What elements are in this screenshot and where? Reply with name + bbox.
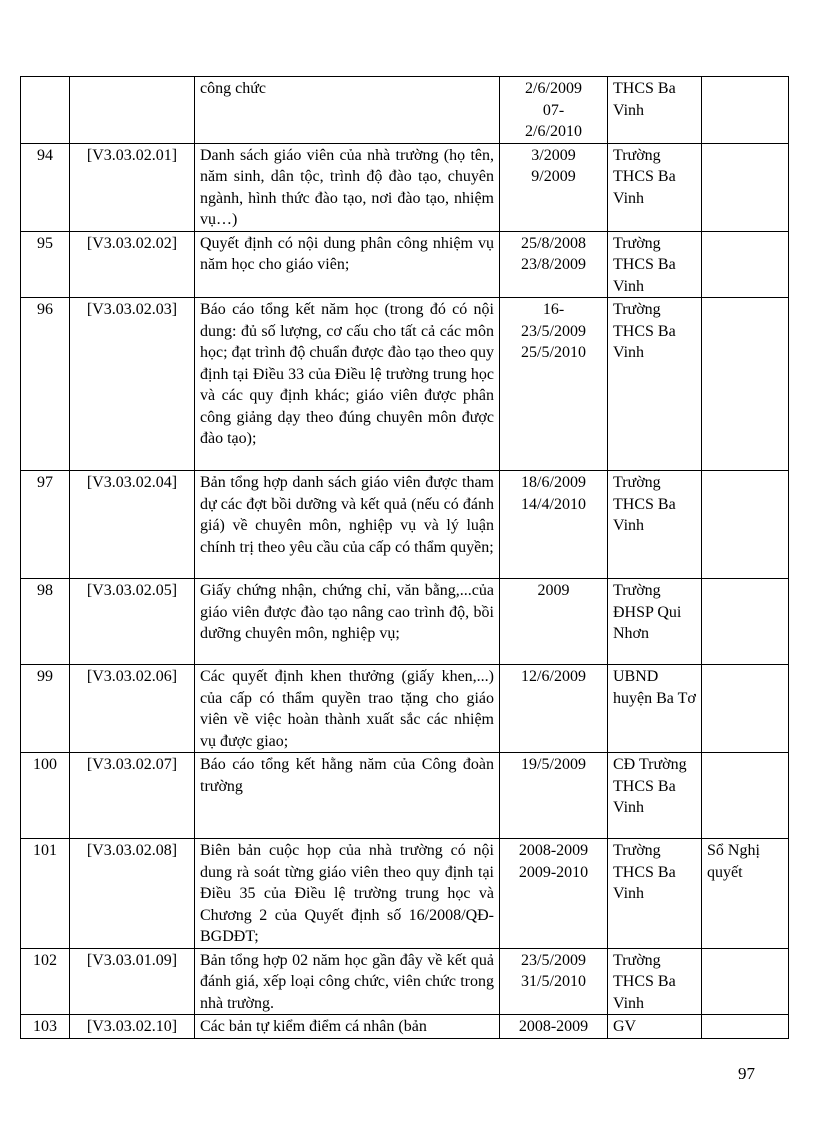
issuer: Trường THCS Ba Vinh	[608, 839, 702, 949]
evidence-dates	[500, 948, 608, 1015]
issuer: Trường ĐHSP Qui Nhơn	[608, 579, 702, 665]
table-row	[21, 1015, 789, 1039]
date-line: 14/4/2010	[521, 495, 586, 513]
issuer: GV	[608, 1015, 702, 1039]
evidence-code: [V3.03.02.03]	[70, 298, 195, 471]
row-number: 103	[21, 1015, 70, 1039]
evidence-code	[70, 77, 195, 144]
table-row	[21, 839, 789, 949]
evidence-name: Danh sách giáo viên của nhà trường (họ tên, năm sinh, dân tộc, trình độ đào tạo, chuyên ngành, hình thức đào tạo, nơi đào tạo, nhiệm vụ…)	[195, 143, 500, 231]
date-line: 25/5/2010	[521, 344, 586, 361]
row-number	[21, 77, 70, 144]
evidence-name: Bản tổng hợp danh sách giáo viên được tham dự các đợt bồi dưỡng và kết quả (nếu có đánh giá) về chuyên môn, nghiệp vụ và lý luận chính trị theo yêu cầu của cấp có thẩm quyền;	[195, 471, 500, 579]
evidence-dates	[500, 753, 608, 839]
table-row	[21, 579, 789, 665]
row-number: 99	[21, 665, 70, 753]
evidence-table	[20, 76, 789, 1039]
table-row	[21, 948, 789, 1015]
date-line: 23/5/2009	[521, 322, 586, 340]
evidence-name: Các bản tự kiểm điểm cá nhân (bản	[195, 1015, 500, 1039]
row-number: 98	[21, 579, 70, 665]
table-row	[21, 77, 789, 144]
date-line: 23/8/2009	[521, 256, 586, 273]
date-line: 2008-2009	[518, 842, 589, 859]
row-number: 101	[21, 839, 70, 949]
evidence-code: [V3.03.02.02]	[70, 231, 195, 298]
evidence-dates	[500, 839, 608, 949]
date-line: 3/2009	[531, 146, 576, 164]
date-line: 2009-2010	[518, 863, 589, 881]
evidence-code: [V3.03.02.10]	[70, 1015, 195, 1039]
evidence-dates	[500, 77, 608, 144]
date-line: 18/6/2009	[521, 474, 586, 491]
row-number: 94	[21, 143, 70, 231]
date-line: 2/6/2009	[525, 80, 582, 97]
evidence-name: Biên bản cuộc họp của nhà trường có nội dung rà soát từng giáo viên theo quy định tại Điều 35 của Điều lệ trường trung học và Chương 2 của Quyết định số 16/2008/QĐ-BGDĐT;	[195, 839, 500, 949]
issuer: Trường THCS Ba Vinh	[608, 471, 702, 579]
evidence-code: [V3.03.02.06]	[70, 665, 195, 753]
note	[702, 665, 789, 753]
note: Sổ Nghị quyết	[702, 839, 789, 949]
date-line: 2/6/2010	[525, 123, 582, 140]
evidence-name: Giấy chứng nhận, chứng chỉ, văn bằng,...của giáo viên được đào tạo nâng cao trình độ, bồi dưỡng chuyên môn, nghiệp vụ;	[195, 579, 500, 665]
evidence-name: công chức	[195, 77, 500, 144]
evidence-dates	[500, 1015, 608, 1039]
issuer: CĐ Trường THCS Ba Vinh	[608, 753, 702, 839]
evidence-code: [V3.03.02.05]	[70, 579, 195, 665]
evidence-name: Báo cáo tổng kết hằng năm của Công đoàn trường	[195, 753, 500, 839]
row-number: 96	[21, 298, 70, 471]
note	[702, 579, 789, 665]
table-row	[21, 665, 789, 753]
table-row	[21, 143, 789, 231]
table-body	[21, 77, 789, 1039]
date-line: 23/5/2009	[521, 951, 586, 969]
evidence-code: [V3.03.02.08]	[70, 839, 195, 949]
evidence-name: Bản tổng hợp 02 năm học gần đây về kết quả đánh giá, xếp loại công chức, viên chức trong nhà trường.	[195, 948, 500, 1015]
table-row	[21, 298, 789, 471]
evidence-code: [V3.03.02.04]	[70, 471, 195, 579]
evidence-dates	[500, 298, 608, 471]
note	[702, 471, 789, 579]
evidence-code: [V3.03.01.09]	[70, 948, 195, 1015]
date-line: 31/5/2010	[521, 973, 586, 990]
date-line: 9/2009	[531, 168, 576, 185]
evidence-code: [V3.03.02.07]	[70, 753, 195, 839]
evidence-dates	[500, 143, 608, 231]
date-line: 19/5/2009	[521, 756, 586, 773]
date-line: 16-	[542, 301, 565, 318]
issuer: Trường THCS Ba Vinh	[608, 231, 702, 298]
note	[702, 1015, 789, 1039]
issuer: Trường THCS Ba Vinh	[608, 948, 702, 1015]
evidence-name: Báo cáo tổng kết năm học (trong đó có nội dung: đủ số lượng, cơ cấu cho tất cả các môn học; đạt trình độ chuẩn được đào tạo theo quy định tại Điều 33 của Điều lệ trường trung học và các quy định khác; giáo viên được phân công giảng dạy theo đúng chuyên môn được đào tạo);	[195, 298, 500, 471]
issuer: Trường THCS Ba Vinh	[608, 143, 702, 231]
page-number: 97	[738, 1064, 755, 1083]
note	[702, 77, 789, 144]
note	[702, 231, 789, 298]
evidence-name: Quyết định có nội dung phân công nhiệm vụ năm học cho giáo viên;	[195, 231, 500, 298]
table-row	[21, 231, 789, 298]
evidence-dates	[500, 471, 608, 579]
evidence-code: [V3.03.02.01]	[70, 143, 195, 231]
table-row	[21, 471, 789, 579]
date-line: 2009	[537, 582, 570, 599]
evidence-name: Các quyết định khen thưởng (giấy khen,...) của cấp có thẩm quyền trao tặng cho giáo viên về việc hoàn thành xuất sắc các nhiệm vụ được giao;	[195, 665, 500, 753]
note	[702, 143, 789, 231]
note	[702, 753, 789, 839]
issuer: UBND huyện Ba Tơ	[608, 665, 702, 753]
date-line: 25/8/2008	[521, 234, 586, 252]
evidence-dates	[500, 579, 608, 665]
note	[702, 298, 789, 471]
row-number: 102	[21, 948, 70, 1015]
note	[702, 948, 789, 1015]
row-number: 95	[21, 231, 70, 298]
row-number: 97	[21, 471, 70, 579]
issuer: THCS Ba Vinh	[608, 77, 702, 144]
evidence-dates	[500, 231, 608, 298]
evidence-dates	[500, 665, 608, 753]
table-row	[21, 753, 789, 839]
date-line: 12/6/2009	[521, 668, 586, 685]
row-number: 100	[21, 753, 70, 839]
date-line: 07-	[542, 101, 565, 119]
issuer: Trường THCS Ba Vinh	[608, 298, 702, 471]
date-line: 2008-2009	[518, 1018, 589, 1035]
